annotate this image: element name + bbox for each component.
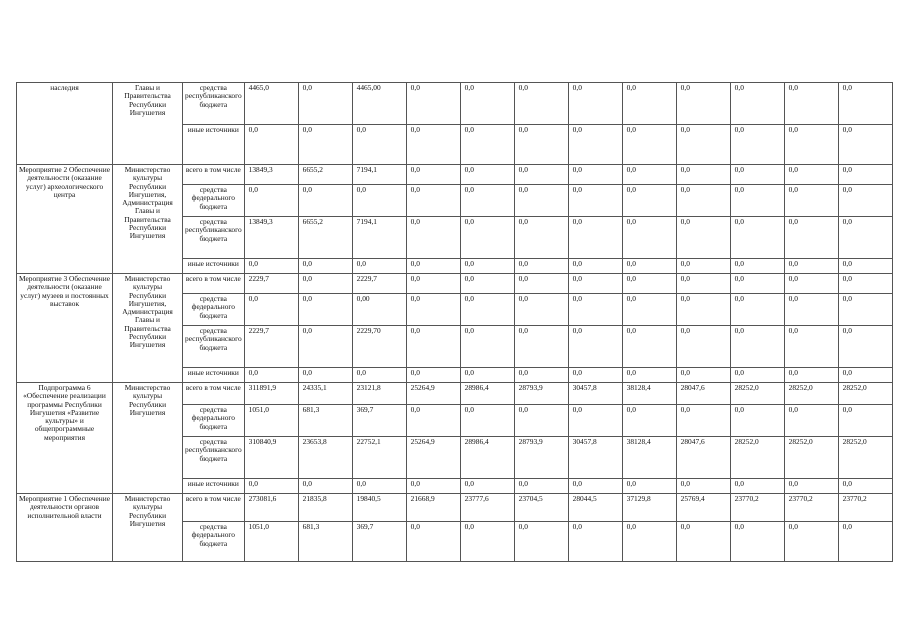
table-cell: 23653,8 — [298, 437, 352, 479]
table-cell: 369,7 — [352, 522, 406, 562]
table-cell: 0,0 — [352, 185, 406, 217]
table-cell: 0,0 — [514, 83, 568, 125]
table-cell: 0,0 — [244, 125, 298, 165]
table-cell: 0,0 — [838, 185, 892, 217]
table-cell: 0,0 — [838, 294, 892, 326]
table-cell: 0,0 — [838, 522, 892, 562]
table-cell: 38128,4 — [622, 437, 676, 479]
table-cell: 0,0 — [406, 294, 460, 326]
table-cell: 0,0 — [460, 479, 514, 494]
table-cell: 0,0 — [838, 259, 892, 274]
table-cell: 0,0 — [568, 405, 622, 437]
table-cell: 28252,0 — [730, 383, 784, 405]
table-cell: 0,0 — [514, 405, 568, 437]
table-cell: 28252,0 — [838, 383, 892, 405]
table-cell: 23704,5 — [514, 494, 568, 522]
table-cell: 0,0 — [622, 165, 676, 185]
table-cell: 30457,8 — [568, 383, 622, 405]
table-cell: 0,0 — [406, 522, 460, 562]
table-cell: 0,0 — [568, 522, 622, 562]
table-cell: 28986,4 — [460, 383, 514, 405]
table-cell: 0,0 — [298, 368, 352, 383]
table-cell: средства федерального бюджета — [183, 522, 245, 562]
table-cell: 0,0 — [460, 405, 514, 437]
table-cell: 0,0 — [514, 165, 568, 185]
table-cell: иные источники — [183, 259, 245, 274]
table-cell: 0,0 — [460, 326, 514, 368]
table-cell: 0,0 — [622, 326, 676, 368]
table-cell: всего в том числе — [183, 274, 245, 294]
table-cell: 0,0 — [298, 259, 352, 274]
table-cell: 0,0 — [730, 217, 784, 259]
table-cell: 25769,4 — [676, 494, 730, 522]
table-cell: 0,0 — [730, 405, 784, 437]
table-cell: 0,0 — [514, 185, 568, 217]
table-cell: иные источники — [183, 368, 245, 383]
table-cell: 0,0 — [622, 259, 676, 274]
table-cell: 0,0 — [568, 165, 622, 185]
table-cell: 28252,0 — [730, 437, 784, 479]
table-cell: 0,0 — [406, 125, 460, 165]
table-cell: 0,0 — [244, 368, 298, 383]
table-cell: 0,0 — [730, 368, 784, 383]
table-cell: 23777,6 — [460, 494, 514, 522]
table-cell: 0,0 — [676, 185, 730, 217]
table-cell: 0,0 — [838, 125, 892, 165]
table-cell: 28252,0 — [784, 437, 838, 479]
table-cell: 0,0 — [784, 165, 838, 185]
table-cell: 0,0 — [784, 217, 838, 259]
table-cell: 6655,2 — [298, 217, 352, 259]
table-cell: 0,0 — [406, 165, 460, 185]
table-cell: 0,0 — [460, 274, 514, 294]
table-cell: 0,0 — [676, 368, 730, 383]
table-cell: 0,0 — [730, 294, 784, 326]
table-cell: 0,0 — [298, 326, 352, 368]
table-cell: 21668,9 — [406, 494, 460, 522]
table-cell: Министерство культуры Республики Ингушетия, Администрация Главы и Правительства Республики Ингушетия — [113, 274, 183, 383]
table-cell: 0,0 — [406, 479, 460, 494]
table-cell: 0,0 — [460, 294, 514, 326]
table-cell: 311891,9 — [244, 383, 298, 405]
table-cell: 0,0 — [352, 368, 406, 383]
table-cell: 24335,1 — [298, 383, 352, 405]
table-cell: 0,0 — [568, 294, 622, 326]
table-cell: 0,0 — [568, 479, 622, 494]
table-cell: 28047,6 — [676, 437, 730, 479]
table-cell: 4465,0 — [244, 83, 298, 125]
table-cell: 681,3 — [298, 405, 352, 437]
table-cell: всего в том числе — [183, 494, 245, 522]
table-cell: 0,0 — [622, 185, 676, 217]
table-cell: 0,0 — [406, 259, 460, 274]
table-cell: 0,0 — [406, 217, 460, 259]
table-cell: Министерство культуры Республики Ингушетия — [113, 383, 183, 494]
table-cell: 0,0 — [784, 274, 838, 294]
table-cell: 0,0 — [784, 326, 838, 368]
table-cell: 681,3 — [298, 522, 352, 562]
table-cell: средства федерального бюджета — [183, 185, 245, 217]
table-cell: 0,0 — [676, 326, 730, 368]
table-cell: Подпрограмма 6 «Обеспечение реализации программы Республики Ингушетия «Развитие культуры» и общепрограммные мероприятия — [17, 383, 113, 494]
table-cell: 2229,7 — [352, 274, 406, 294]
table-cell: 0,0 — [514, 274, 568, 294]
table-cell: 0,0 — [730, 83, 784, 125]
table-cell: 28793,9 — [514, 437, 568, 479]
table-cell: 0,0 — [406, 185, 460, 217]
table-cell: 28047,6 — [676, 383, 730, 405]
table-cell: 0,0 — [568, 274, 622, 294]
table-row — [17, 494, 893, 522]
table-cell: 0,0 — [568, 125, 622, 165]
table-cell: 0,0 — [622, 405, 676, 437]
table-cell: 0,0 — [676, 294, 730, 326]
table-cell: 0,0 — [838, 368, 892, 383]
table-cell: средства республиканского бюджета — [183, 217, 245, 259]
table-cell: Мероприятие 3 Обеспечение деятельности (оказание услуг) музеев и постоянных выставок — [17, 274, 113, 383]
table-cell: 0,0 — [406, 83, 460, 125]
table-cell: 7194,1 — [352, 165, 406, 185]
table-cell: 6655,2 — [298, 165, 352, 185]
budget-table — [16, 82, 893, 562]
table-cell: 0,0 — [514, 294, 568, 326]
table-cell: 0,0 — [676, 165, 730, 185]
table-cell: 0,0 — [676, 83, 730, 125]
table-cell: 0,00 — [352, 294, 406, 326]
table-cell: 0,0 — [838, 326, 892, 368]
table-cell: 0,0 — [406, 405, 460, 437]
table-cell: 0,0 — [676, 405, 730, 437]
table-cell: 23121,8 — [352, 383, 406, 405]
table-cell: 0,0 — [460, 83, 514, 125]
table-cell: 0,0 — [460, 125, 514, 165]
table-cell: средства республиканского бюджета — [183, 437, 245, 479]
table-cell: 0,0 — [730, 326, 784, 368]
table-cell: 0,0 — [622, 479, 676, 494]
table-cell: 0,0 — [730, 259, 784, 274]
table-cell: 13849,3 — [244, 217, 298, 259]
table-cell: 0,0 — [730, 185, 784, 217]
table-cell: 2229,70 — [352, 326, 406, 368]
table-cell: 0,0 — [244, 259, 298, 274]
table-cell: 0,0 — [568, 326, 622, 368]
table-cell: 0,0 — [676, 479, 730, 494]
table-cell: 0,0 — [838, 479, 892, 494]
table-cell: 0,0 — [784, 522, 838, 562]
table-cell: 0,0 — [622, 83, 676, 125]
table-cell: 0,0 — [298, 294, 352, 326]
table-row — [17, 274, 893, 294]
table-cell: 0,0 — [298, 185, 352, 217]
table-cell: 2229,7 — [244, 326, 298, 368]
table-cell: 28986,4 — [460, 437, 514, 479]
table-cell: Министерство культуры Республики Ингушетия, Администрация Главы и Правительства Республики Ингушетия — [113, 165, 183, 274]
table-cell: 19840,5 — [352, 494, 406, 522]
table-cell: 0,0 — [730, 522, 784, 562]
table-cell: 0,0 — [298, 83, 352, 125]
table-row — [17, 165, 893, 185]
table-cell: 0,0 — [676, 274, 730, 294]
table-cell: 0,0 — [784, 405, 838, 437]
table-cell: 0,0 — [514, 217, 568, 259]
table-cell: 1051,0 — [244, 522, 298, 562]
table-cell: 0,0 — [568, 217, 622, 259]
table-cell: 0,0 — [568, 368, 622, 383]
table-cell: 0,0 — [514, 479, 568, 494]
table-cell: всего в том числе — [183, 165, 245, 185]
table-cell: 0,0 — [676, 259, 730, 274]
table-cell: 0,0 — [622, 217, 676, 259]
table-cell: 0,0 — [676, 217, 730, 259]
table-cell: средства федерального бюджета — [183, 405, 245, 437]
table-cell: 25264,9 — [406, 437, 460, 479]
table-cell: 13849,3 — [244, 165, 298, 185]
table-cell: 0,0 — [622, 368, 676, 383]
table-cell: 0,0 — [406, 368, 460, 383]
table-cell: 0,0 — [460, 522, 514, 562]
table-cell: 28252,0 — [838, 437, 892, 479]
table-cell: 0,0 — [568, 83, 622, 125]
table-cell: всего в том числе — [183, 383, 245, 405]
table-cell: 0,0 — [514, 125, 568, 165]
table-cell: 0,0 — [514, 368, 568, 383]
table-cell: 0,0 — [244, 185, 298, 217]
table-cell: 22752,1 — [352, 437, 406, 479]
table-cell: 0,0 — [784, 479, 838, 494]
table-cell: 0,0 — [622, 274, 676, 294]
table-cell: 0,0 — [838, 405, 892, 437]
table-cell: 0,0 — [352, 125, 406, 165]
table-cell: 23770,2 — [838, 494, 892, 522]
table-cell: 28044,5 — [568, 494, 622, 522]
table-cell: 0,0 — [784, 185, 838, 217]
table-cell: 0,0 — [406, 274, 460, 294]
table-cell: 0,0 — [514, 259, 568, 274]
table-cell: 0,0 — [352, 479, 406, 494]
table-cell: 0,0 — [568, 185, 622, 217]
table-cell: 0,0 — [514, 326, 568, 368]
table-cell: 0,0 — [514, 522, 568, 562]
table-cell: 0,0 — [784, 83, 838, 125]
table-cell: 0,0 — [838, 274, 892, 294]
table-cell: 0,0 — [244, 294, 298, 326]
table-cell: 0,0 — [460, 165, 514, 185]
table-cell: 1051,0 — [244, 405, 298, 437]
table-cell: 0,0 — [568, 259, 622, 274]
table-cell: 0,0 — [676, 125, 730, 165]
table-cell: 0,0 — [298, 479, 352, 494]
table-cell: 4465,00 — [352, 83, 406, 125]
table-cell: Мероприятие 1 Обеспечение деятельности органов исполнительной власти — [17, 494, 113, 562]
table-cell: 0,0 — [730, 274, 784, 294]
table-cell: наследия — [17, 83, 113, 165]
table-cell: иные источники — [183, 125, 245, 165]
table-cell: средства республиканского бюджета — [183, 83, 245, 125]
table-cell: 0,0 — [460, 368, 514, 383]
table-cell: 38128,4 — [622, 383, 676, 405]
table-cell: 2229,7 — [244, 274, 298, 294]
table-cell: 369,7 — [352, 405, 406, 437]
table-cell: 25264,9 — [406, 383, 460, 405]
table-cell: средства федерального бюджета — [183, 294, 245, 326]
table-cell: 28793,9 — [514, 383, 568, 405]
table-cell: 0,0 — [298, 125, 352, 165]
table-cell: 0,0 — [622, 522, 676, 562]
table-cell: 23770,2 — [784, 494, 838, 522]
table-cell: 7194,1 — [352, 217, 406, 259]
table-cell: 21835,8 — [298, 494, 352, 522]
table-cell: 0,0 — [622, 125, 676, 165]
table-cell: 0,0 — [460, 217, 514, 259]
table-cell: средства республиканского бюджета — [183, 326, 245, 368]
table-cell: 310840,9 — [244, 437, 298, 479]
table-cell: 0,0 — [730, 165, 784, 185]
table-cell: Министерство культуры Республики Ингушетия — [113, 494, 183, 562]
table-cell: 37129,8 — [622, 494, 676, 522]
table-cell: 0,0 — [676, 522, 730, 562]
table-cell: Главы и Правительства Республики Ингушетия — [113, 83, 183, 165]
table-body — [17, 83, 893, 562]
table-cell: 0,0 — [730, 125, 784, 165]
table-cell: 0,0 — [730, 479, 784, 494]
table-cell: 0,0 — [244, 479, 298, 494]
table-cell: 28252,0 — [784, 383, 838, 405]
table-cell: 0,0 — [298, 274, 352, 294]
table-cell: 30457,8 — [568, 437, 622, 479]
table-cell: 0,0 — [784, 259, 838, 274]
table-cell: 23770,2 — [730, 494, 784, 522]
table-cell: 0,0 — [784, 125, 838, 165]
table-cell: 0,0 — [838, 83, 892, 125]
table-cell: иные источники — [183, 479, 245, 494]
table-cell: 273081,6 — [244, 494, 298, 522]
table-row — [17, 383, 893, 405]
table-cell: 0,0 — [352, 259, 406, 274]
table-cell: 0,0 — [784, 294, 838, 326]
table-cell: 0,0 — [460, 259, 514, 274]
table-cell: 0,0 — [460, 185, 514, 217]
table-cell: 0,0 — [622, 294, 676, 326]
table-cell: 0,0 — [838, 165, 892, 185]
table-cell: Мероприятие 2 Обеспечение деятельности (оказание услуг) археологического центра — [17, 165, 113, 274]
table-cell: 0,0 — [406, 326, 460, 368]
table-cell: 0,0 — [784, 368, 838, 383]
table-row — [17, 83, 893, 125]
table-cell: 0,0 — [838, 217, 892, 259]
